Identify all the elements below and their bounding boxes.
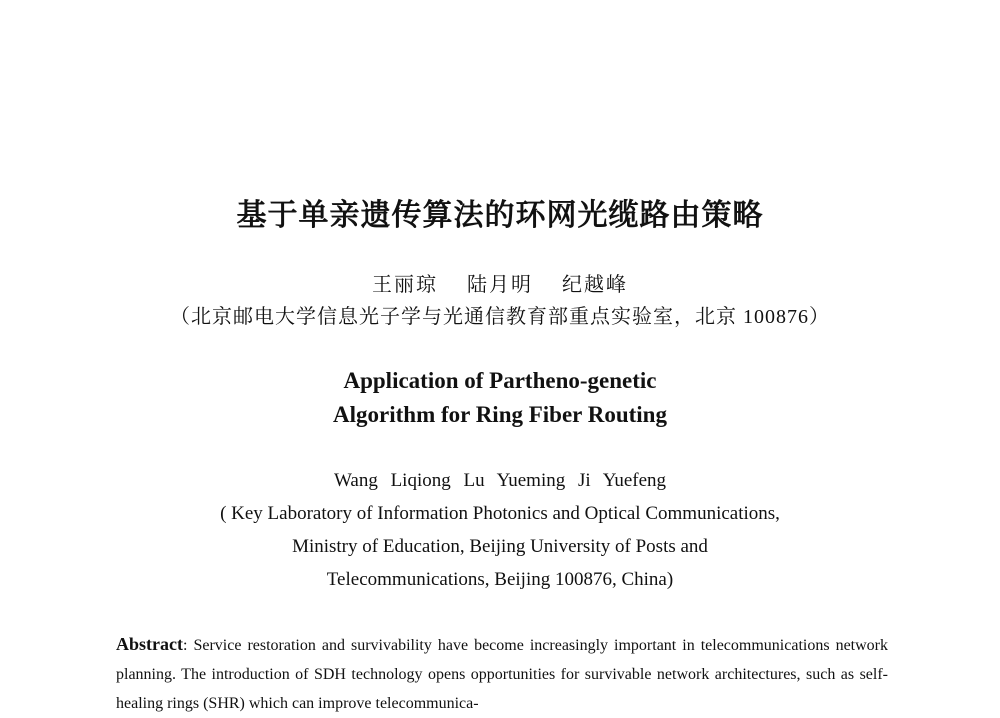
- chinese-authors: 王丽琼 陆月明 纪越峰: [372, 274, 628, 296]
- english-affiliation-line-3: Telecommunications, Beijing 100876, China): [326, 569, 674, 590]
- abstract-separator: :: [182, 637, 194, 654]
- english-title-line-2: Algorithm for Ring Fiber Routing: [333, 402, 667, 427]
- english-title-line-1: Application of Partheno-genetic: [343, 368, 657, 393]
- english-authors: Wang Liqiong Lu Yueming Ji Yuefeng: [333, 470, 667, 491]
- abstract-label: Abstract: [116, 634, 183, 654]
- abstract: [116, 630, 888, 718]
- chinese-affiliation: （北京邮电大学信息光子学与光通信教育部重点实验室，北京 100876）: [170, 306, 830, 328]
- chinese-title: 基于单亲遗传算法的环网光缆路由策略: [236, 199, 764, 232]
- abstract-text: Service restoration and survivability have become increasingly important in telecommunications network planning. The introduction of SDH technology opens opportunities for survivable network architectures, such as self-healing rings (SHR) which can improve telecommunica-: [116, 637, 889, 712]
- english-affiliation-line-2: Ministry of Education, Beijing University of Posts and: [292, 536, 708, 557]
- english-affiliation-line-1: ( Key Laboratory of Information Photonics and Optical Communications,: [220, 503, 780, 524]
